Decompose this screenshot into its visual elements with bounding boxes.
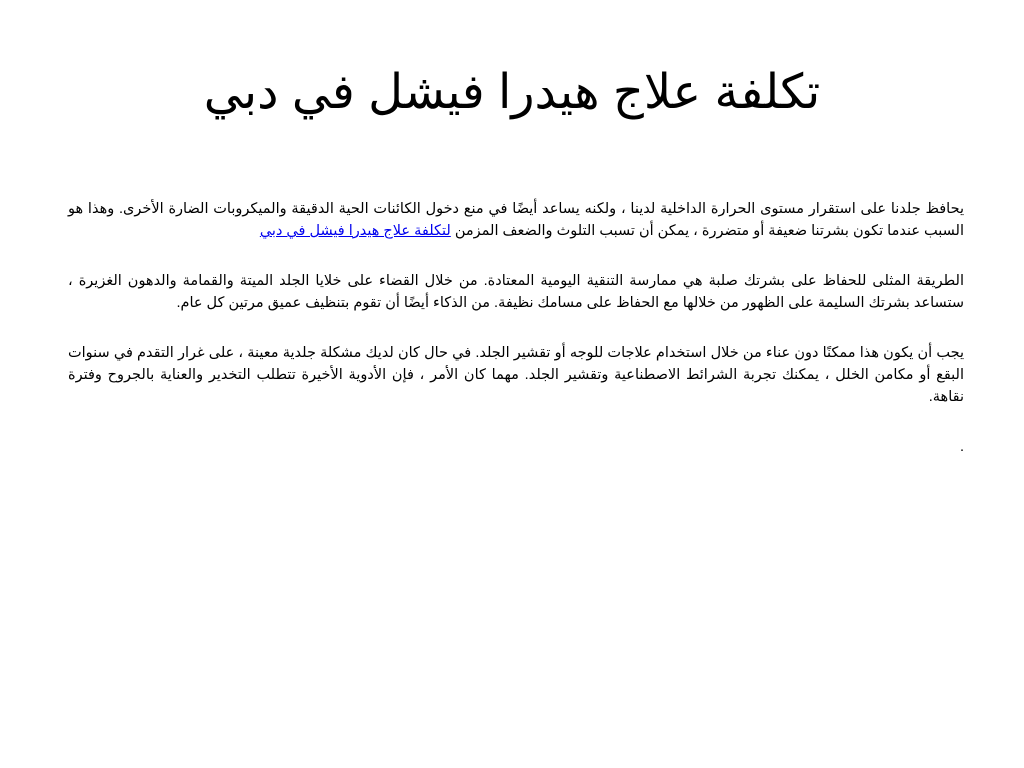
paragraph-2: الطريقة المثلى للحفاظ على بشرتك صلبة هي ممارسة التنقية اليومية المعتادة. من خلال القضاء على خلايا الجلد الميتة والقمامة والدهون الغزيرة ، ستساعد بشرتك السليمة على الظهور من خلالها مع الحفاظ على مسامك نظيفة. من الذكاء أيضًا أن تقوم بتنظيف عميق مرتين كل عام. bbox=[68, 273, 964, 311]
paragraph-3: يجب أن يكون هذا ممكنًا دون عناء من خلال استخدام علاجات للوجه أو تقشير الجلد. في حال كان لديك مشكلة جلدية معينة ، على غرار التقدم في سنوات البقع أو مكامن الخلل ، يمكنك تجربة الشرائط الاصطناعية وتقشير الجلد. مهما كان الأمر ، فإن الأدوية الأخيرة تتطلب التخدير والعناية بالجروح وفترة نقاهة. bbox=[68, 345, 964, 405]
paragraph-1-text: يحافظ جلدنا على استقرار مستوى الحرارة الداخلية لدينا ، ولكنه يساعد أيضًا في منع دخول الكائنات الحية الدقيقة والميكروبات الضارة الأخرى. وهذا هو السبب عندما تكون بشرتنا ضعيفة أو متضررة ، يمكن أن تسبب التلوث والضعف المزمن bbox=[68, 201, 964, 239]
body-content bbox=[68, 198, 964, 458]
hydrafacial-cost-link[interactable]: لتكلفة علاج هيدرا فيشل في دبي bbox=[259, 223, 451, 239]
paragraph-1 bbox=[68, 198, 964, 242]
paragraph-4: . bbox=[959, 439, 964, 455]
page-title: تكلفة علاج هيدرا فيشل في دبي bbox=[203, 66, 821, 119]
